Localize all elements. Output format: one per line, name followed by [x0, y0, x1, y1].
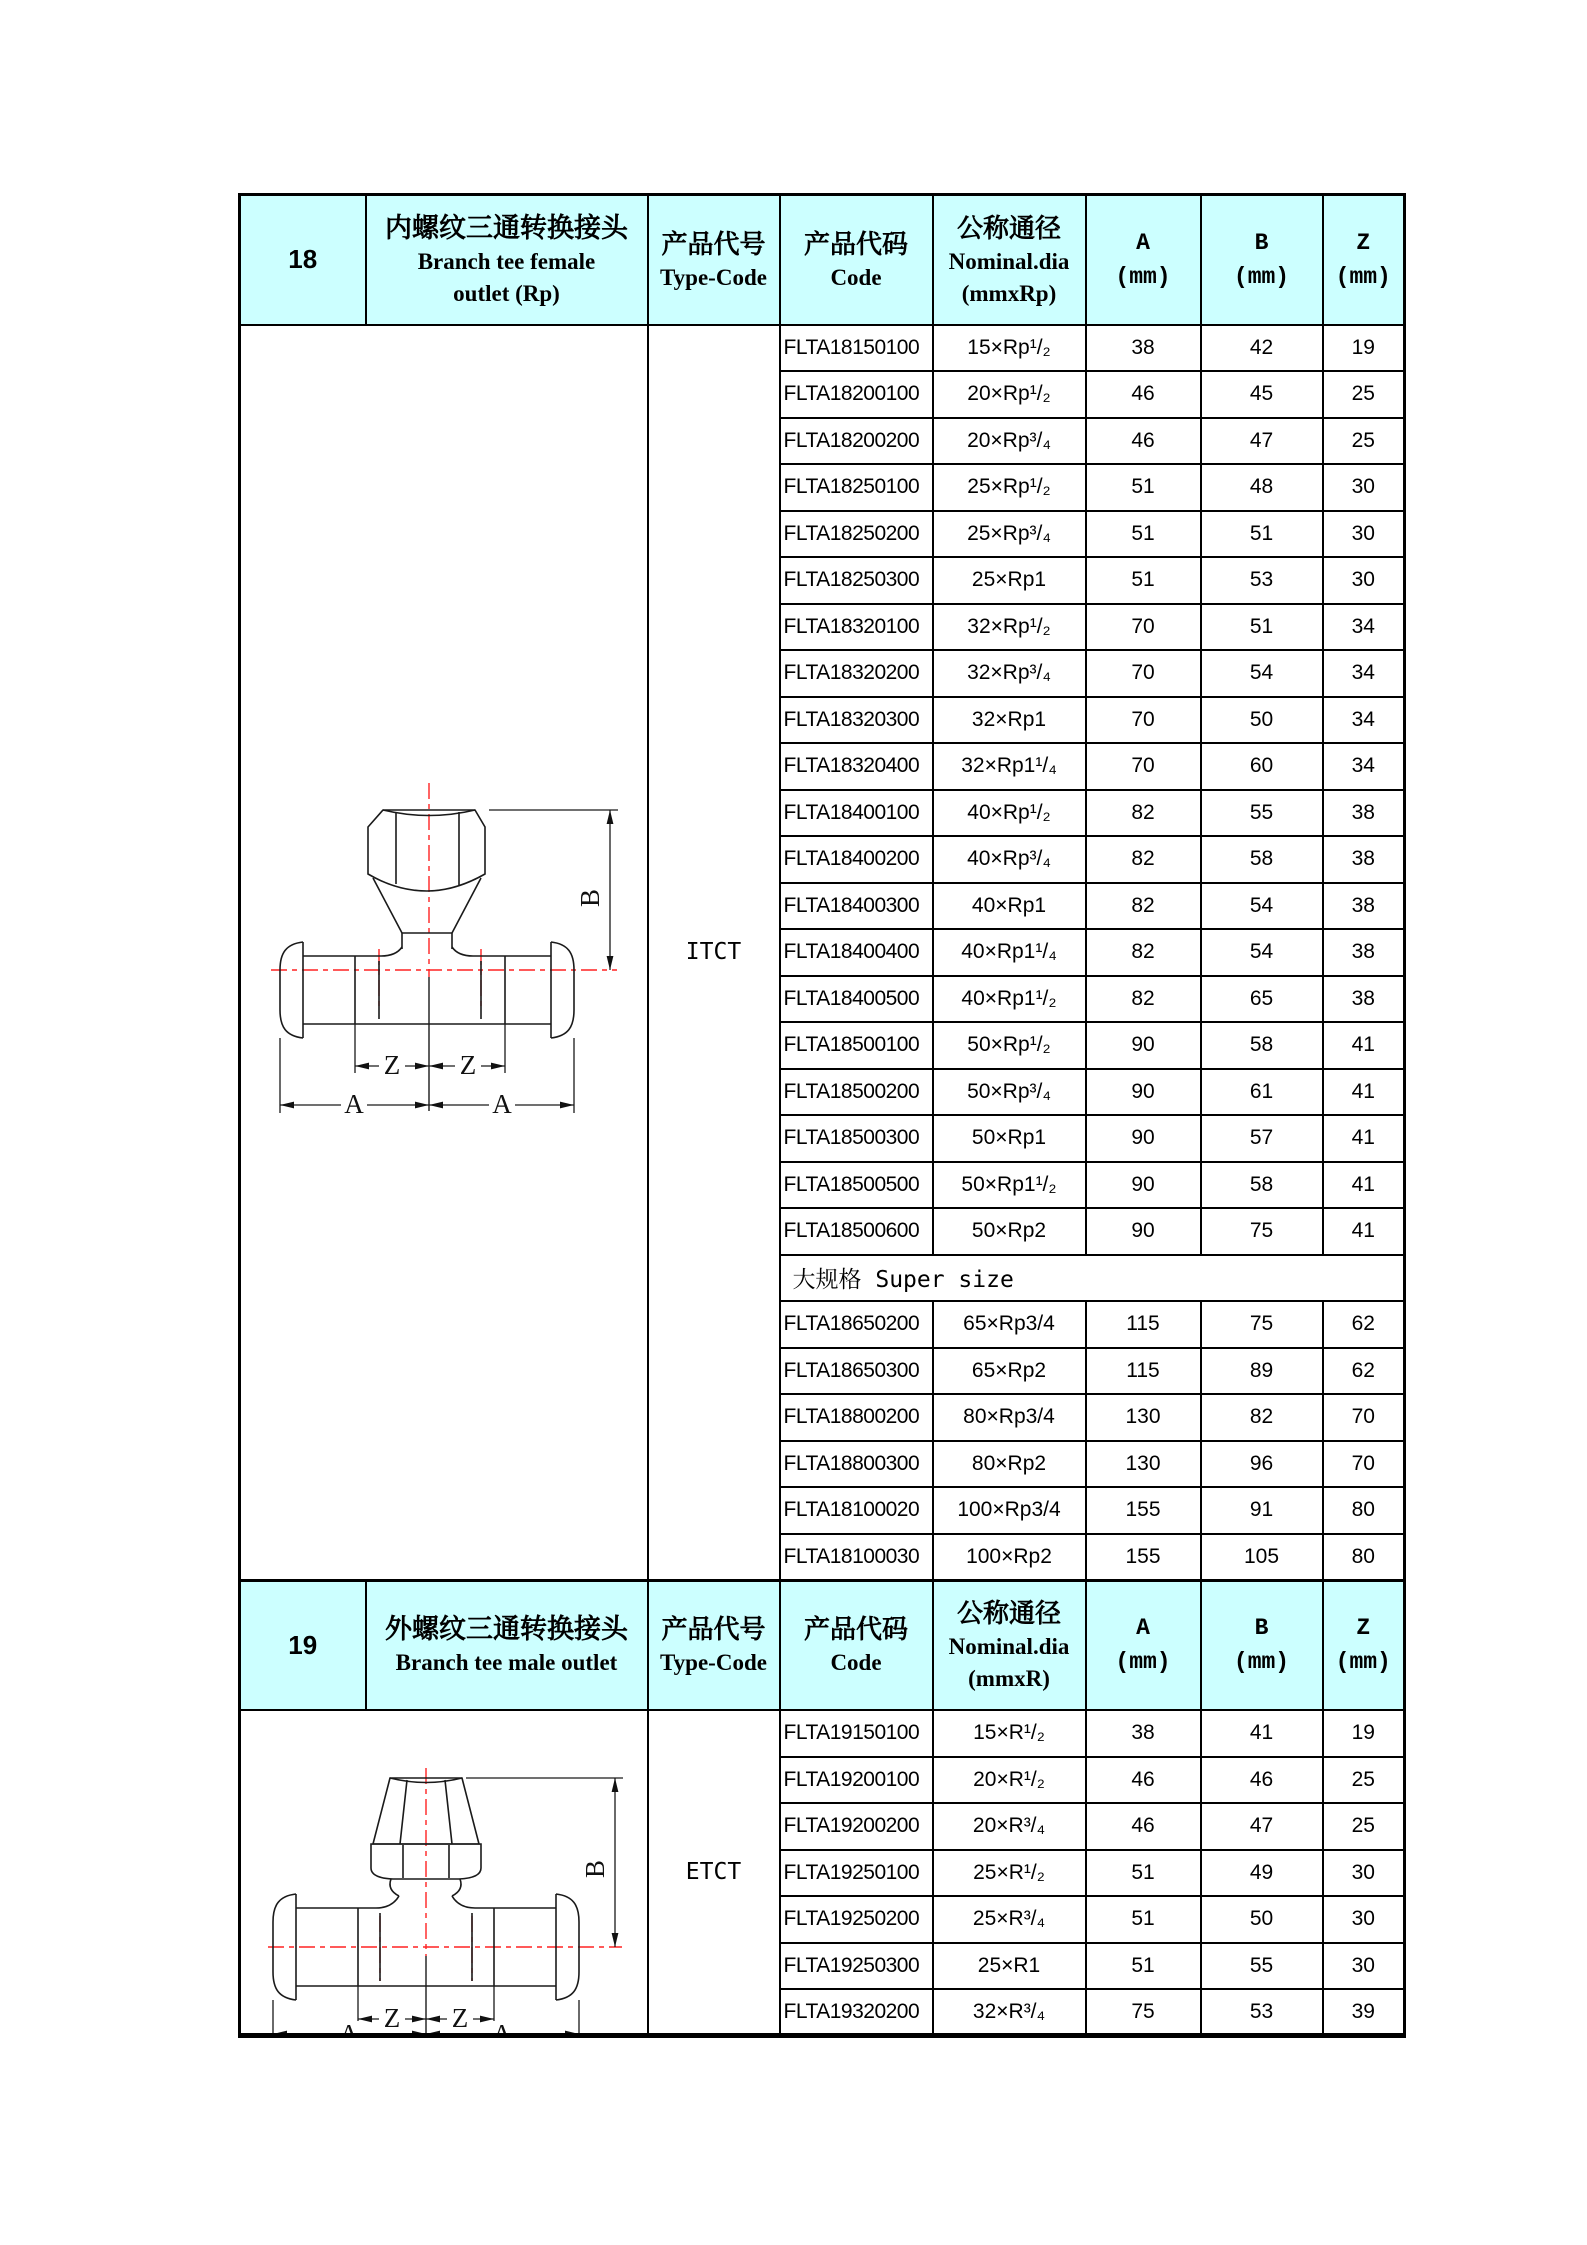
col-b-header [1201, 1580, 1323, 1710]
dim-z-cell: 41 [1323, 1022, 1405, 1069]
dim-a-cell: 115 [1086, 1301, 1201, 1348]
product-code-cell: FLTA18100020 [780, 1487, 933, 1534]
dim-b-cell: 54 [1201, 650, 1323, 697]
nominal-dia-cell: 40×Rp³/₄ [933, 836, 1086, 883]
section-title-en-line1: Branch tee male outlet [395, 1650, 618, 1676]
dim-b-cell: 50 [1201, 697, 1323, 744]
dim-a-cell: 82 [1086, 836, 1201, 883]
col-b-letter: B [1254, 229, 1269, 256]
dim-z-cell: 38 [1323, 976, 1405, 1023]
code-header-cn: 产品代码 [803, 1614, 908, 1645]
col-a-unit: (mm) [1115, 1649, 1171, 1676]
dimension-labels [336, 1859, 610, 2049]
product-code-cell: FLTA18200200 [780, 418, 933, 465]
dim-b-cell: 53 [1201, 557, 1323, 604]
nominal-dia-cell: 25×R³/₄ [933, 1896, 1086, 1943]
dim-b-cell: 48 [1201, 464, 1323, 511]
dim-b-cell: 55 [1201, 1943, 1323, 1990]
dim-z-cell: 19 [1323, 325, 1405, 372]
col-b-unit: (mm) [1233, 263, 1290, 290]
dim-a-cell: 82 [1086, 976, 1201, 1023]
dim-z-cell: 39 [1323, 1989, 1405, 2036]
nominal-header-cn: 公称通径 [956, 1598, 1061, 1629]
product-code-cell: FLTA18320200 [780, 650, 933, 697]
dim-z-cell: 41 [1323, 1115, 1405, 1162]
col-b-header [1201, 195, 1323, 325]
nominal-dia-cell: 20×R³/₄ [933, 1803, 1086, 1850]
product-code-cell: FLTA18500100 [780, 1022, 933, 1069]
nominal-header-cn: 公称通径 [956, 212, 1061, 243]
dim-label-a: A [344, 1088, 364, 1119]
nominal-dia-cell: 32×Rp1 [933, 697, 1086, 744]
col-z-header [1323, 195, 1405, 325]
col-a-letter: A [1136, 229, 1150, 256]
dim-z-cell: 41 [1323, 1162, 1405, 1209]
dim-a-cell: 130 [1086, 1441, 1201, 1488]
dim-z-cell: 30 [1323, 557, 1405, 604]
dim-a-cell: 51 [1086, 464, 1201, 511]
dim-label-z: Z [459, 1049, 477, 1080]
product-code-cell: FLTA18500300 [780, 1115, 933, 1162]
dim-a-cell: 70 [1086, 604, 1201, 651]
dim-z-cell: 38 [1323, 929, 1405, 976]
nominal-dia-cell: 65×Rp2 [933, 1348, 1086, 1395]
nominal-dia-cell: 20×Rp¹/₂ [933, 371, 1086, 418]
dim-z-cell: 62 [1323, 1348, 1405, 1395]
drawing-cell-male-tee [240, 1710, 648, 2049]
centerlines-red [271, 783, 617, 1011]
product-code-cell: FLTA18400400 [780, 929, 933, 976]
col-z-letter: Z [1356, 1615, 1371, 1642]
product-code-cell: FLTA18320400 [780, 743, 933, 790]
dim-a-cell: 82 [1086, 929, 1201, 976]
product-code-cell: FLTA18400500 [780, 976, 933, 1023]
dim-b-cell: 47 [1201, 1803, 1323, 1850]
product-code-cell: FLTA19150100 [780, 1710, 933, 1757]
col-z-header [1323, 1580, 1405, 1710]
section-title [366, 1580, 648, 1710]
dim-z-cell: 70 [1323, 1394, 1405, 1441]
dim-a-cell: 130 [1086, 1394, 1201, 1441]
tee-drawing-male-outlet [266, 1766, 626, 2049]
dim-a-cell: 90 [1086, 1208, 1201, 1255]
dim-b-cell: 54 [1201, 929, 1323, 976]
type-code-header-en: Type-Code [660, 264, 767, 290]
dim-label-a: A [492, 2019, 512, 2049]
dim-b-cell: 51 [1201, 604, 1323, 651]
dim-b-cell: 46 [1201, 1757, 1323, 1804]
dim-z-cell: 30 [1323, 464, 1405, 511]
spec-row [240, 1710, 1405, 1757]
nominal-dia-cell: 20×R¹/₂ [933, 1757, 1086, 1804]
dim-b-cell: 96 [1201, 1441, 1323, 1488]
dim-z-cell: 62 [1323, 1301, 1405, 1348]
section-number-text: 18 [288, 244, 318, 275]
dim-z-cell: 30 [1323, 1850, 1405, 1897]
section-number-text: 19 [288, 1629, 318, 1660]
nominal-dia-cell: 40×Rp1 [933, 883, 1086, 930]
dim-z-cell: 41 [1323, 1069, 1405, 1116]
nominal-dia-cell: 80×Rp2 [933, 1441, 1086, 1488]
dim-b-cell: 75 [1201, 1208, 1323, 1255]
dim-label-b: B [575, 888, 605, 907]
code-header-en: Code [830, 1650, 882, 1676]
product-code-cell: FLTA18500200 [780, 1069, 933, 1116]
product-code-cell: FLTA18500600 [780, 1208, 933, 1255]
spec-row [240, 325, 1405, 372]
dim-b-cell: 54 [1201, 883, 1323, 930]
product-code-cell: FLTA18650300 [780, 1348, 933, 1395]
col-z-letter: Z [1356, 229, 1371, 256]
col-a-header [1086, 195, 1201, 325]
dim-a-cell: 51 [1086, 1943, 1201, 1990]
product-code-cell: FLTA18320100 [780, 604, 933, 651]
product-code-cell: FLTA18320300 [780, 697, 933, 744]
super-size-label: 大规格 Super size [780, 1255, 1405, 1302]
product-code-cell: FLTA19320200 [780, 1989, 933, 2036]
dim-a-cell: 90 [1086, 1069, 1201, 1116]
dim-a-cell: 90 [1086, 1022, 1201, 1069]
section-title [366, 195, 648, 325]
dim-z-cell: 80 [1323, 1487, 1405, 1534]
nominal-dia-cell: 80×Rp3/4 [933, 1394, 1086, 1441]
dim-b-cell: 55 [1201, 790, 1323, 837]
type-code-value: ETCT [648, 1710, 780, 2036]
dim-a-cell: 90 [1086, 1115, 1201, 1162]
nominal-dia-cell: 50×Rp³/₄ [933, 1069, 1086, 1116]
product-code-cell: FLTA19200200 [780, 1803, 933, 1850]
dim-a-cell: 46 [1086, 1757, 1201, 1804]
dim-a-cell: 155 [1086, 1534, 1201, 1581]
dim-a-cell: 38 [1086, 1710, 1201, 1757]
section-title-cn: 内螺纹三通转换接头 [385, 212, 628, 243]
dim-b-cell: 51 [1201, 511, 1323, 558]
nominal-header-unit: (mmxR) [968, 1666, 1050, 1692]
fitting-outline [280, 810, 574, 1038]
tee-drawing-female-outlet [269, 781, 621, 1123]
dim-b-cell: 58 [1201, 1022, 1323, 1069]
drawing-cell-female-tee [240, 325, 648, 1581]
col-a-unit: (mm) [1115, 263, 1171, 290]
dim-a-cell: 46 [1086, 418, 1201, 465]
product-code-cell: FLTA18250300 [780, 557, 933, 604]
col-b-unit: (mm) [1233, 1649, 1290, 1676]
dim-a-cell: 51 [1086, 557, 1201, 604]
nominal-dia-cell: 50×Rp2 [933, 1208, 1086, 1255]
dim-b-cell: 53 [1201, 1989, 1323, 2036]
type-code-header-cn: 产品代号 [661, 1614, 766, 1645]
product-code-cell: FLTA19250200 [780, 1896, 933, 1943]
nominal-dia-cell: 40×Rp1¹/₂ [933, 976, 1086, 1023]
col-z-unit: (mm) [1335, 263, 1391, 290]
dim-z-cell: 80 [1323, 1534, 1405, 1581]
dim-a-cell: 46 [1086, 371, 1201, 418]
section-title-en-line2: outlet (Rp) [453, 280, 560, 306]
nominal-dia-cell: 40×Rp1¹/₄ [933, 929, 1086, 976]
dim-z-cell: 38 [1323, 883, 1405, 930]
dim-a-cell: 38 [1086, 325, 1201, 372]
dim-z-cell: 30 [1323, 1896, 1405, 1943]
type-code-header-en: Type-Code [660, 1650, 767, 1676]
product-code-cell: FLTA18100030 [780, 1534, 933, 1581]
product-code-cell: FLTA18400300 [780, 883, 933, 930]
spec-table [238, 193, 1406, 2049]
section-18-header-row [240, 195, 1405, 325]
dim-a-cell: 51 [1086, 1896, 1201, 1943]
nominal-dia-cell: 65×Rp3/4 [933, 1301, 1086, 1348]
dim-b-cell: 42 [1201, 325, 1323, 372]
product-code-cell: FLTA18800300 [780, 1441, 933, 1488]
nominal-dia-cell: 50×Rp¹/₂ [933, 1022, 1086, 1069]
dim-label-a: A [339, 2019, 359, 2049]
dim-z-cell: 38 [1323, 790, 1405, 837]
type-code-header [648, 195, 780, 325]
nominal-dia-cell: 32×Rp1¹/₄ [933, 743, 1086, 790]
dim-z-cell: 38 [1323, 836, 1405, 883]
dim-b-cell: 47 [1201, 418, 1323, 465]
nominal-dia-cell: 25×Rp1 [933, 557, 1086, 604]
nominal-dia-cell: 32×Rp³/₄ [933, 650, 1086, 697]
nominal-dia-cell: 20×Rp³/₄ [933, 418, 1086, 465]
dim-a-cell: 51 [1086, 511, 1201, 558]
product-code-cell: FLTA18400200 [780, 836, 933, 883]
dim-label-b: B [580, 1859, 610, 1879]
product-code-cell: FLTA19250300 [780, 1943, 933, 1990]
col-a-header [1086, 1580, 1201, 1710]
dim-label-z: Z [383, 2003, 401, 2033]
dim-b-cell: 82 [1201, 1394, 1323, 1441]
nominal-dia-cell: 40×Rp¹/₂ [933, 790, 1086, 837]
nominal-dia-cell: 100×Rp3/4 [933, 1487, 1086, 1534]
section-title-cn: 外螺纹三通转换接头 [385, 1614, 628, 1645]
nominal-dia-cell: 25×R1 [933, 1943, 1086, 1990]
nominal-dia-cell: 50×Rp1¹/₂ [933, 1162, 1086, 1209]
dim-z-cell: 34 [1323, 743, 1405, 790]
section-title-en-line1: Branch tee female [417, 248, 596, 274]
dim-b-cell: 61 [1201, 1069, 1323, 1116]
dim-label-z: Z [383, 1049, 401, 1080]
dim-z-cell: 70 [1323, 1441, 1405, 1488]
dim-b-cell: 45 [1201, 371, 1323, 418]
dim-label-a: A [492, 1088, 512, 1119]
col-b-letter: B [1254, 1615, 1269, 1642]
nominal-header-unit: (mmxRp) [961, 280, 1057, 306]
product-code-cell: FLTA18400100 [780, 790, 933, 837]
dim-z-cell: 19 [1323, 1710, 1405, 1757]
product-code-cell: FLTA18250200 [780, 511, 933, 558]
dim-b-cell: 105 [1201, 1534, 1323, 1581]
dim-z-cell: 34 [1323, 604, 1405, 651]
type-code-header-cn: 产品代号 [661, 228, 766, 259]
nominal-dia-cell: 25×R¹/₂ [933, 1850, 1086, 1897]
dim-z-cell: 34 [1323, 697, 1405, 744]
dim-a-cell: 70 [1086, 697, 1201, 744]
centerlines-red [268, 1768, 622, 1981]
dimension-lines [273, 1778, 623, 2049]
product-code-cell: FLTA19250100 [780, 1850, 933, 1897]
nominal-header-en: Nominal.dia [948, 1634, 1070, 1660]
code-header [780, 1580, 933, 1710]
nominal-header-en: Nominal.dia [948, 248, 1070, 274]
dim-a-cell: 115 [1086, 1348, 1201, 1395]
dim-a-cell: 70 [1086, 743, 1201, 790]
dimension-lines [280, 810, 618, 1113]
nominal-dia-cell: 15×R¹/₂ [933, 1710, 1086, 1757]
nominal-dia-cell: 50×Rp1 [933, 1115, 1086, 1162]
nominal-dia-cell: 25×Rp³/₄ [933, 511, 1086, 558]
dim-z-cell: 41 [1323, 1208, 1405, 1255]
dim-b-cell: 89 [1201, 1348, 1323, 1395]
dim-b-cell: 60 [1201, 743, 1323, 790]
dim-b-cell: 57 [1201, 1115, 1323, 1162]
dim-b-cell: 49 [1201, 1850, 1323, 1897]
col-z-unit: (mm) [1335, 1649, 1391, 1676]
dim-a-cell: 155 [1086, 1487, 1201, 1534]
dim-z-cell: 25 [1323, 371, 1405, 418]
dim-b-cell: 58 [1201, 1162, 1323, 1209]
dim-z-cell: 25 [1323, 418, 1405, 465]
dim-z-cell: 30 [1323, 1943, 1405, 1990]
section-number [240, 195, 366, 325]
dim-a-cell: 82 [1086, 883, 1201, 930]
code-header [780, 195, 933, 325]
nominal-dia-cell: 100×Rp2 [933, 1534, 1086, 1581]
product-code-cell: FLTA19200100 [780, 1757, 933, 1804]
product-code-cell: FLTA18150100 [780, 325, 933, 372]
code-header-en: Code [830, 264, 882, 290]
dim-b-cell: 50 [1201, 1896, 1323, 1943]
dim-z-cell: 25 [1323, 1757, 1405, 1804]
dim-b-cell: 91 [1201, 1487, 1323, 1534]
product-code-cell: FLTA18650200 [780, 1301, 933, 1348]
dim-z-cell: 34 [1323, 650, 1405, 697]
type-code-header [648, 1580, 780, 1710]
col-a-letter: A [1136, 1615, 1150, 1642]
nominal-header [933, 1580, 1086, 1710]
nominal-dia-cell: 25×Rp¹/₂ [933, 464, 1086, 511]
nominal-dia-cell: 32×Rp¹/₂ [933, 604, 1086, 651]
dim-z-cell: 30 [1323, 511, 1405, 558]
code-header-cn: 产品代码 [803, 228, 908, 259]
dim-a-cell: 51 [1086, 1850, 1201, 1897]
dim-a-cell: 82 [1086, 790, 1201, 837]
nominal-dia-cell: 15×Rp¹/₂ [933, 325, 1086, 372]
dim-label-z: Z [451, 2003, 469, 2033]
dim-b-cell: 75 [1201, 1301, 1323, 1348]
dimension-labels [341, 888, 605, 1118]
product-code-cell: FLTA18500500 [780, 1162, 933, 1209]
product-code-cell: FLTA18250100 [780, 464, 933, 511]
nominal-dia-cell: 32×R³/₄ [933, 1989, 1086, 2036]
type-code-value: ITCT [648, 325, 780, 1581]
dim-a-cell: 75 [1086, 1989, 1201, 2036]
dim-a-cell: 46 [1086, 1803, 1201, 1850]
dim-b-cell: 65 [1201, 976, 1323, 1023]
dim-z-cell: 25 [1323, 1803, 1405, 1850]
dim-b-cell: 41 [1201, 1710, 1323, 1757]
nominal-header [933, 195, 1086, 325]
dim-b-cell: 58 [1201, 836, 1323, 883]
product-code-cell: FLTA18800200 [780, 1394, 933, 1441]
product-code-cell: FLTA18200100 [780, 371, 933, 418]
section-19-header-row [240, 1580, 1405, 1710]
dim-a-cell: 90 [1086, 1162, 1201, 1209]
dim-a-cell: 70 [1086, 650, 1201, 697]
section-number [240, 1580, 366, 1710]
